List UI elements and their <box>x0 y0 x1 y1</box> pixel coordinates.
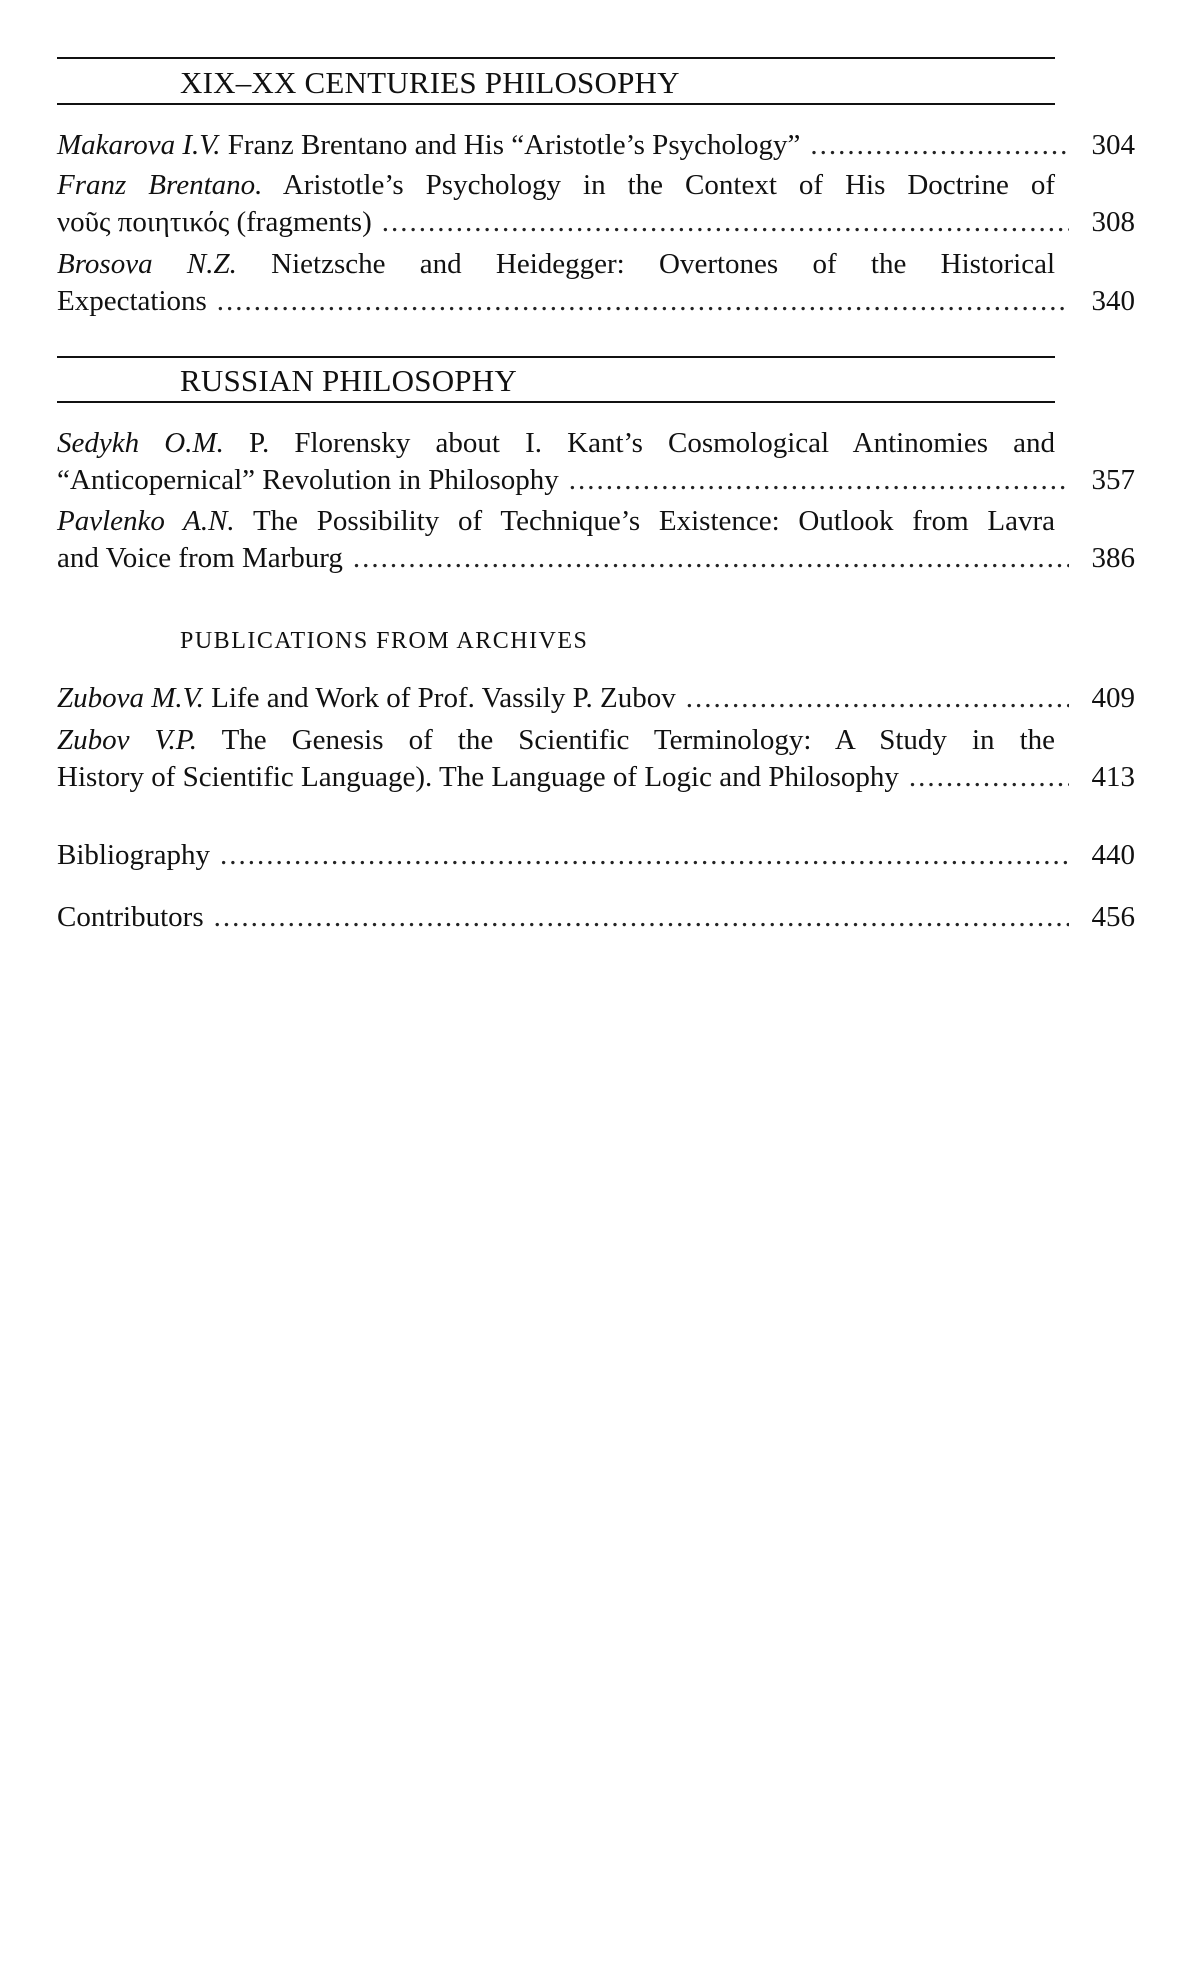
dot-leader <box>214 899 1069 936</box>
entry-title: P. Florensky about I. Kant’s Cosmological Antinomies and <box>249 427 1056 459</box>
section-title-xix-xx-centuries: XIX–XX CENTURIES PHILOSOPHY <box>180 65 680 100</box>
toc-entry-brosova[interactable] <box>57 246 1135 320</box>
section-rule-bottom <box>57 103 1055 105</box>
entry-title-continued: History of Scientific Language). The Language of Logic and Philosophy <box>57 761 899 793</box>
entry-title-continued: νοῦς ποιητικός (fragments) <box>57 206 372 238</box>
entry-title: Contributors <box>57 901 204 933</box>
entry-page-number: 413 <box>1091 761 1135 793</box>
toc-entry-makarova[interactable] <box>57 127 1135 164</box>
dot-leader <box>217 283 1069 320</box>
entry-page-number: 456 <box>1091 901 1135 933</box>
entry-author: Sedykh O.M. <box>57 427 224 459</box>
entry-title-continued: Expectations <box>57 285 207 317</box>
dot-leader <box>909 759 1069 796</box>
entry-page-number: 340 <box>1091 285 1135 317</box>
dot-leader <box>686 680 1069 717</box>
dot-leader <box>382 204 1069 241</box>
entry-author: Brosova N.Z. <box>57 248 237 280</box>
entry-author: Zubova M.V. <box>57 682 204 714</box>
entry-author: Makarova I.V. <box>57 129 221 161</box>
entry-title: Nietzsche and Heidegger: Overtones of the Historical <box>271 248 1055 280</box>
entry-title: Aristotle’s Psychology in the Context of His Doctrine of <box>282 169 1055 201</box>
section-rule-top <box>57 356 1055 358</box>
entry-title: Life and Work of Prof. Vassily P. Zubov <box>211 682 676 714</box>
section-title-publications-from-archives: PUBLICATIONS FROM ARCHIVES <box>180 628 589 654</box>
entry-title: The Genesis of the Scientific Terminology: A Study in the <box>221 724 1056 756</box>
section-rule-bottom <box>57 401 1055 403</box>
entry-page-number: 386 <box>1091 542 1135 574</box>
dot-leader <box>220 837 1069 874</box>
section-title-russian-philosophy: RUSSIAN PHILOSOPHY <box>180 363 517 398</box>
toc-entry-sedykh[interactable] <box>57 425 1135 499</box>
entry-title: Bibliography <box>57 839 211 871</box>
toc-entry-zubova[interactable] <box>57 680 1135 717</box>
dot-leader <box>569 462 1069 499</box>
dot-leader <box>810 127 1069 164</box>
entry-title-continued: “Anticopernical” Revolution in Philosophy <box>57 464 559 496</box>
entry-page-number: 357 <box>1091 464 1135 496</box>
entry-title: The Possibility of Technique’s Existence: Outlook from Lavra <box>252 505 1055 537</box>
toc-entry-brentano[interactable] <box>57 167 1135 241</box>
toc-entry-pavlenko[interactable] <box>57 503 1135 577</box>
dot-leader <box>353 540 1069 577</box>
toc-entry-contributors[interactable] <box>57 899 1135 936</box>
entry-title: Franz Brentano and His “Aristotle’s Psychology” <box>227 129 801 161</box>
section-rule-top <box>57 57 1055 59</box>
entry-page-number: 304 <box>1091 129 1135 161</box>
entry-title-continued: and Voice from Marburg <box>57 542 343 574</box>
toc-entry-zubov[interactable] <box>57 722 1135 796</box>
entry-page-number: 308 <box>1091 206 1135 238</box>
entry-author: Franz Brentano. <box>57 169 263 201</box>
entry-page-number: 409 <box>1091 682 1135 714</box>
entry-page-number: 440 <box>1091 839 1135 871</box>
entry-author: Zubov V.P. <box>57 724 198 756</box>
entry-author: Pavlenko A.N. <box>57 505 235 537</box>
toc-entry-bibliography[interactable] <box>57 837 1135 874</box>
